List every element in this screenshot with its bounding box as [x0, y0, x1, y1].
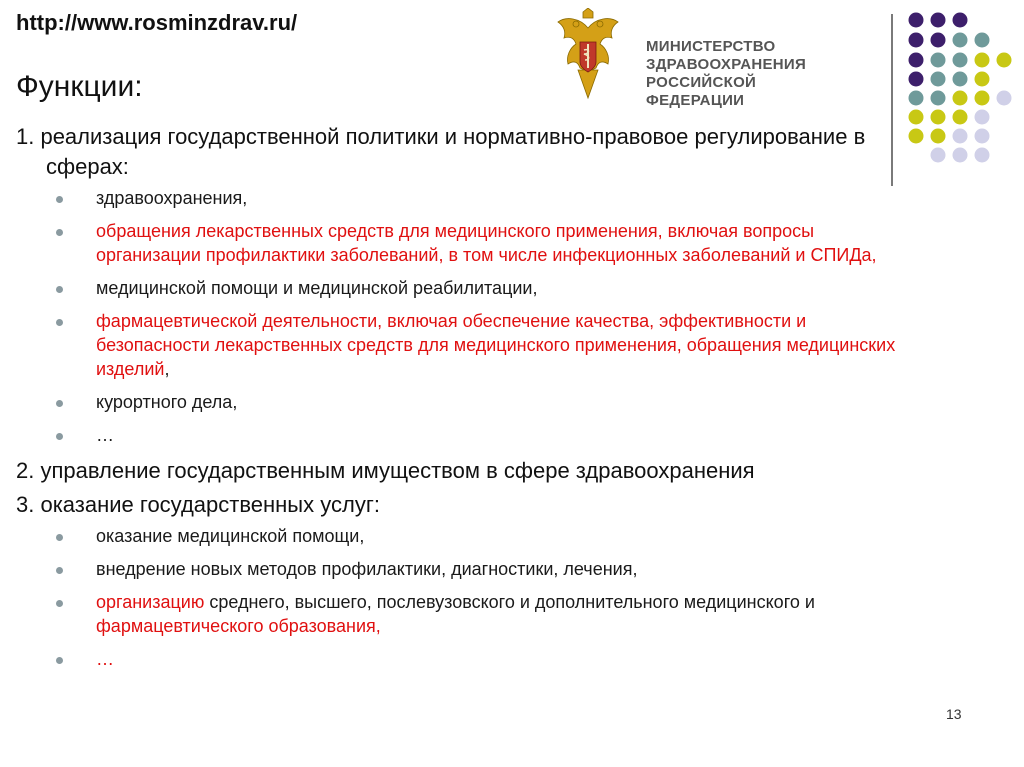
site-url: http://www.rosminzdrav.ru/	[16, 10, 298, 35]
bullet-item	[96, 423, 896, 447]
decorative-dot	[909, 13, 924, 28]
numbered-item: 3. оказание государственных услуг:	[16, 492, 380, 517]
bullet-text: медицинской помощи и медицинской реабилитации,	[96, 278, 538, 298]
decorative-dot	[931, 129, 946, 144]
decorative-dot	[953, 33, 968, 48]
decorative-dot	[953, 13, 968, 28]
bullet-list	[16, 524, 896, 671]
decorative-dot	[931, 13, 946, 28]
decorative-dot	[953, 53, 968, 68]
bullet-item	[96, 524, 896, 548]
bullet-item	[96, 647, 896, 671]
numbered-item: 1. реализация государственной политики и нормативно-правовое регулирование в сферах:	[16, 124, 866, 179]
numbered-item: 2. управление государственным имуществом в сфере здравоохранения	[16, 458, 755, 483]
bullet-text: внедрение новых методов профилактики, диагностики, лечения,	[96, 559, 638, 579]
bullet-item	[96, 309, 896, 381]
bullet-text: обращения лекарственных средств для медицинского применения, включая вопросы организации профилактики заболеваний, в том числе инфекционных заболеваний и СПИДа,	[96, 221, 877, 265]
decorative-dot	[975, 53, 990, 68]
bullet-text-tail: ,	[164, 359, 170, 379]
decorative-dot	[953, 148, 968, 163]
bullet-text-part: фармацевтического образования,	[96, 616, 381, 636]
bullet-text-part: среднего, высшего, послевузовского и дополнительного медицинского и	[204, 592, 815, 612]
decorative-dot	[909, 91, 924, 106]
decorative-dot	[975, 33, 990, 48]
decorative-dot	[909, 110, 924, 125]
decorative-dot	[931, 91, 946, 106]
bullet-text: курортного дела,	[96, 392, 238, 412]
bullet-item	[96, 276, 896, 300]
functions-list	[16, 122, 896, 680]
ministry-line-1: МИНИСТЕРСТВО	[646, 38, 776, 55]
decorative-dot	[997, 91, 1012, 106]
decorative-dot	[909, 129, 924, 144]
bullet-text: фармацевтической деятельности, включая обеспечение качества, эффективности и безопасности лекарственных средств для медицинского применения, обращения медицинских изделий	[96, 311, 896, 379]
decorative-dot	[909, 33, 924, 48]
bullet-item	[96, 219, 896, 267]
bullet-text: оказание медицинской помощи,	[96, 526, 365, 546]
decorative-dot	[909, 72, 924, 87]
bullet-item	[96, 590, 896, 638]
decorative-dot	[931, 53, 946, 68]
ministry-line-2: ЗДРАВООХРАНЕНИЯ	[646, 56, 807, 73]
page-number: 13	[946, 706, 962, 722]
decorative-dot	[953, 72, 968, 87]
decorative-dot	[953, 129, 968, 144]
decorative-dot	[931, 72, 946, 87]
decorative-dot	[931, 33, 946, 48]
decorative-dot	[953, 91, 968, 106]
decorative-dot	[975, 110, 990, 125]
bullet-text-part: организацию	[96, 592, 205, 612]
decorative-dot	[975, 129, 990, 144]
bullet-text: …	[96, 425, 114, 445]
decorative-dot	[909, 53, 924, 68]
bullet-list	[16, 186, 896, 447]
decorative-dot	[997, 53, 1012, 68]
decorative-dot	[975, 148, 990, 163]
bullet-text: …	[96, 649, 114, 669]
ministry-line-3: РОССИЙСКОЙ ФЕДЕРАЦИИ	[646, 74, 757, 109]
bullet-item	[96, 390, 896, 414]
decorative-dot	[953, 110, 968, 125]
bullet-item	[96, 186, 896, 210]
decorative-dot	[975, 91, 990, 106]
page-title: Функции:	[16, 70, 143, 103]
decorative-dot	[931, 110, 946, 125]
bullet-item	[96, 557, 896, 581]
decorative-dot	[931, 148, 946, 163]
bullet-text: здравоохранения,	[96, 188, 248, 208]
decorative-dot	[975, 72, 990, 87]
